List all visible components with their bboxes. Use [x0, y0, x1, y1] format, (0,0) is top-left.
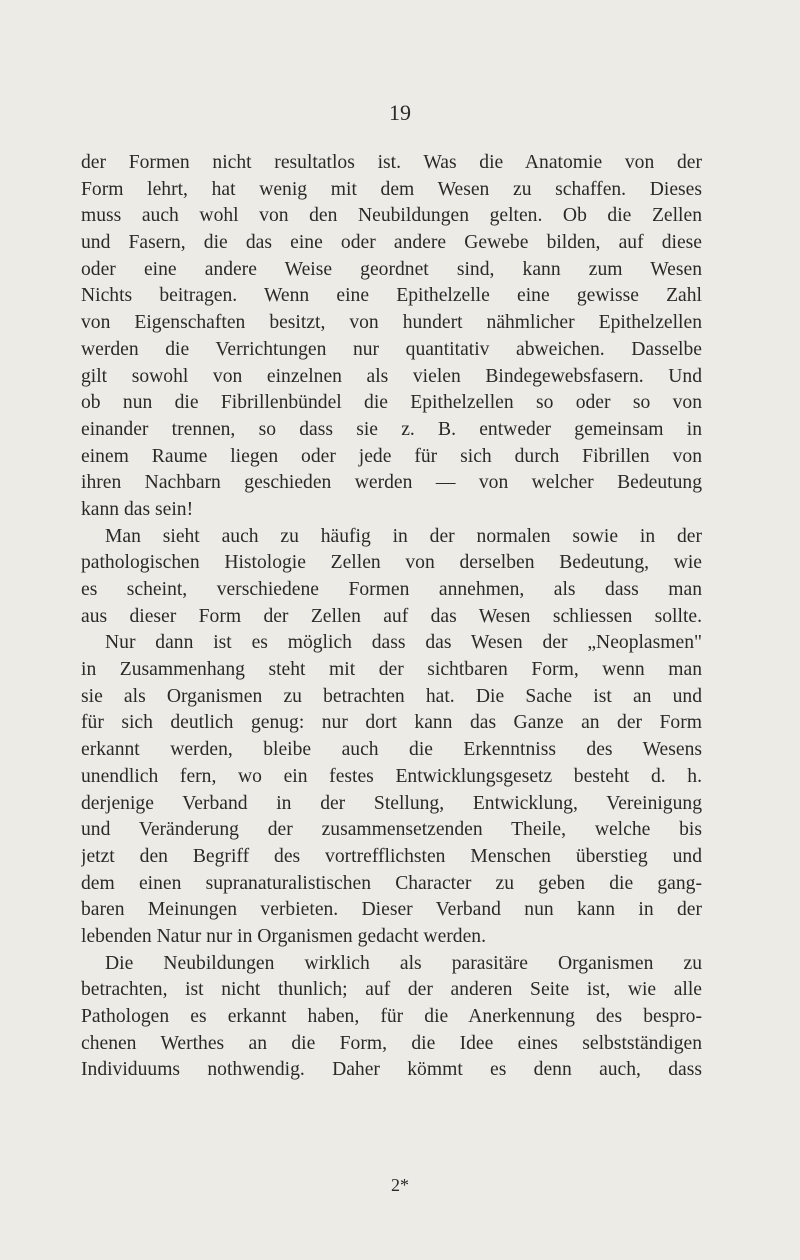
text-line: derjenige Verband in der Stellung, Entwicklung, Vereinigung [81, 792, 702, 814]
text-line: Form lehrt, hat wenig mit dem Wesen zu schaffen. Dieses [81, 178, 702, 200]
text-line: lebenden Natur nur in Organismen gedacht werden. [81, 925, 486, 947]
text-line: Man sieht auch zu häufig in der normalen sowie in der [105, 525, 702, 547]
text-line: Nur dann ist es möglich dass das Wesen der „Neoplasmen" [105, 632, 702, 654]
text-line: der Formen nicht resultatlos ist. Was die Anatomie von der [81, 152, 702, 173]
text-line: es scheint, verschiedene Formen annehmen, als dass man [81, 579, 702, 600]
text-line: einem Raume liegen oder jede für sich durch Fibrillen von [81, 445, 702, 467]
text-line: sie als Organismen zu betrachten hat. Die Sache ist an und [81, 685, 702, 707]
text-line: muss auch wohl von den Neubildungen gelten. Ob die Zellen [81, 205, 702, 227]
body-text [81, 150, 702, 1084]
text-line: chenen Werthes an die Form, die Idee eines selbstständigen [81, 1032, 702, 1054]
text-line: für sich deutlich genug: nur dort kann das Ganze an der Form [81, 712, 702, 734]
text-line: baren Meinungen verbieten. Dieser Verband nun kann in der [81, 899, 702, 921]
text-line: kann das sein! [81, 498, 194, 520]
page-number: 19 [389, 100, 411, 125]
text-line: Individuums nothwendig. Daher kömmt es denn auch, dass [81, 1059, 702, 1081]
text-line: unendlich fern, wo ein festes Entwicklungsgesetz besteht d. h. [81, 765, 702, 787]
text-line: werden die Verrichtungen nur quantitativ abweichen. Dasselbe [81, 338, 702, 360]
text-line: und Fasern, die das eine oder andere Gewebe bilden, auf diese [81, 232, 702, 254]
text-line: Nichts beitragen. Wenn eine Epithelzelle eine gewisse Zahl [81, 285, 702, 307]
signature-mark: 2* [391, 1175, 409, 1195]
text-line: dem einen supranaturalistischen Character zu geben die gang- [81, 872, 702, 894]
text-line: in Zusammenhang steht mit der sichtbaren Form, wenn man [81, 659, 702, 681]
text-line: ob nun die Fibrillenbündel die Epithelzellen so oder so von [81, 392, 702, 414]
text-line: einander trennen, so dass sie z. B. entweder gemeinsam in [81, 418, 702, 440]
text-line: pathologischen Histologie Zellen von derselben Bedeutung, wie [81, 552, 702, 574]
text-line: betrachten, ist nicht thunlich; auf der anderen Seite ist, wie alle [81, 979, 702, 1001]
text-line: gilt sowohl von einzelnen als vielen Bindegewebsfasern. Und [81, 365, 702, 387]
text-line: Die Neubildungen wirklich als parasitäre Organismen zu [105, 952, 702, 974]
text-line: und Veränderung der zusammensetzenden Theile, welche bis [81, 819, 702, 841]
text-line: ihren Nachbarn geschieden werden — von welcher Bedeutung [81, 472, 702, 494]
text-line: von Eigenschaften besitzt, von hundert nähmlicher Epithelzellen [81, 312, 702, 334]
text-line: erkannt werden, bleibe auch die Erkenntniss des Wesens [81, 739, 702, 761]
text-line: oder eine andere Weise geordnet sind, kann zum Wesen [81, 258, 702, 280]
text-line: jetzt den Begriff des vortrefflichsten Menschen überstieg und [81, 845, 702, 867]
text-line: aus dieser Form der Zellen auf das Wesen schliessen sollte. [81, 605, 702, 627]
text-line: Pathologen es erkannt haben, für die Anerkennung des bespro- [81, 1006, 702, 1027]
